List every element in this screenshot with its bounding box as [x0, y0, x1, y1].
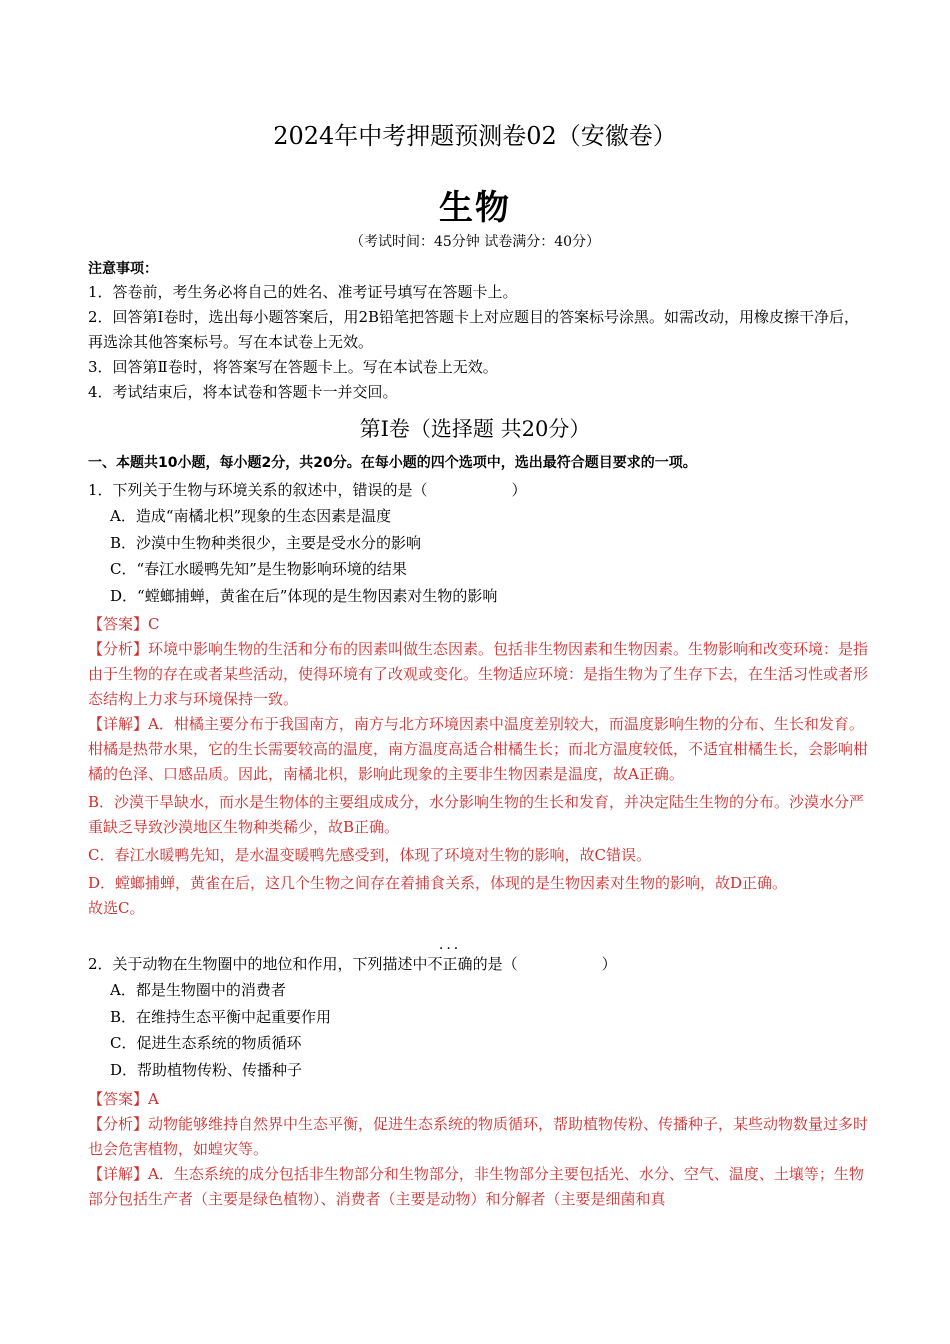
question-2: [88, 952, 872, 1083]
question-stem-text: 1．下列关于生物与环境关系的叙述中，错误的是（: [88, 481, 428, 499]
answer-text: 【答案】A: [88, 1090, 159, 1108]
notice-item: 2．回答第Ⅰ卷时，选出每小题答案后，用2B铅笔把答题卡上对应题目的答案标号涂黑。如需改动，用橡皮擦干净后，再选涂其他答案标号。写在本试卷上无效。: [88, 308, 860, 351]
option-b: B．在维持生态平衡中起重要作用: [110, 1007, 332, 1026]
question-stem: [88, 478, 872, 503]
exam-title: 2024年中考押题预测卷02（安徽卷）: [273, 122, 677, 150]
detail-a: 【详解】A．柑橘主要分布于我国南方，南方与北方环境因素中温度差别较大，而温度影响生物的分布、生长和发育。柑橘是热带水果，它的生长需要较高的温度，南方温度高适合柑橘生长；而北方温度较低，不适宜柑橘生长，会影响柑橘的色泽、口感品质。因此，南橘北枳，影响此现象的主要非生物因素是温度，故A正确。: [88, 715, 869, 783]
answer-block-1: [88, 612, 872, 921]
question-stem: [88, 952, 872, 977]
detail-b: B．沙漠干旱缺水，而水是生物体的主要组成成分，水分影响生物的生长和发育，并决定陆生生物的分布。沙漠水分严重缺乏导致沙漠地区生物种类稀少，故B正确。: [88, 793, 865, 836]
notice-item: 3．回答第Ⅱ卷时，将答案写在答题卡上。写在本试卷上无效。: [88, 358, 498, 376]
notice-list: [88, 280, 872, 405]
analysis-text: 【分析】环境中影响生物的生活和分布的因素叫做生态因素。包括非生物因素和生物因素。生物影响和改变环境：是指由于生物的存在或者某些活动，使得环境有了改观或变化。生物适应环境：是指生物为了生存下去，在生活习性或者形态结构上力求与环境保持一致。: [88, 640, 869, 708]
conclusion-text: 故选C。: [88, 899, 145, 917]
detail-a: 【详解】A．生态系统的成分包括非生物部分和生物部分，非生物部分主要包括光、水分、空气、温度、土壤等；生物部分包括生产者（主要是绿色植物）、消费者（主要是动物）和分解者（主要是细菌和真: [88, 1165, 864, 1208]
option-a: A．造成“南橘北枳”现象的生态因素是温度: [110, 507, 392, 525]
notice-title: 注意事项：: [88, 261, 158, 277]
section-title: 第Ⅰ卷（选择题 共20分）: [359, 417, 591, 441]
answer-block-2: [88, 1087, 872, 1212]
notice-item: 1．答卷前，考生务必将自己的姓名、准考证号填写在答题卡上。: [88, 283, 518, 301]
option-c: C．“春江水暖鸭先知”是生物影响环境的结果: [110, 560, 407, 578]
option-d: D．帮助植物传粉、传播种子: [110, 1060, 303, 1079]
analysis-text: 【分析】动物能够维持自然界中生态平衡，促进生态系统的物质循环，帮助植物传粉、传播种子，某些动物数量过多时也会危害植物，如蝗灾等。: [88, 1115, 869, 1158]
subject-title: 生物: [439, 188, 511, 228]
emphasis-text: 不正确 ···: [428, 952, 473, 977]
question-stem-text: 的是（: [472, 955, 518, 973]
question-stem-text: 2．关于动物在生物圈中的地位和作用，下列描述中: [88, 955, 428, 973]
answer-text: 【答案】C: [88, 615, 160, 633]
question-stem-close: ）: [511, 481, 527, 499]
detail-c: C．春江水暖鸭先知，是水温变暖鸭先感受到，体现了环境对生物的影响，故C错误。: [88, 846, 651, 864]
detail-d: D．螳螂捕蝉，黄雀在后，这几个生物之间存在着捕食关系，体现的是生物因素对生物的影响，故D正确。: [88, 874, 788, 892]
option-d: D．“螳螂捕蝉，黄雀在后”体现的是生物因素对生物的影响: [110, 586, 498, 605]
question-1: [88, 478, 872, 609]
question-stem-close: ）: [601, 955, 617, 973]
notice-item: 4．考试结束后，将本试卷和答题卡一并交回。: [88, 383, 398, 401]
part-instruction: 一、本题共10小题，每小题2分，共20分。在每小题的四个选项中，选出最符合题目要求的一项。: [88, 455, 697, 471]
option-c: C．促进生态系统的物质循环: [110, 1034, 302, 1052]
option-b: B．沙漠中生物种类很少，主要是受水分的影响: [110, 533, 422, 552]
option-a: A．都是生物圈中的消费者: [110, 981, 286, 999]
exam-time-info: （考试时间：45分钟 试卷满分：40分）: [349, 234, 601, 250]
